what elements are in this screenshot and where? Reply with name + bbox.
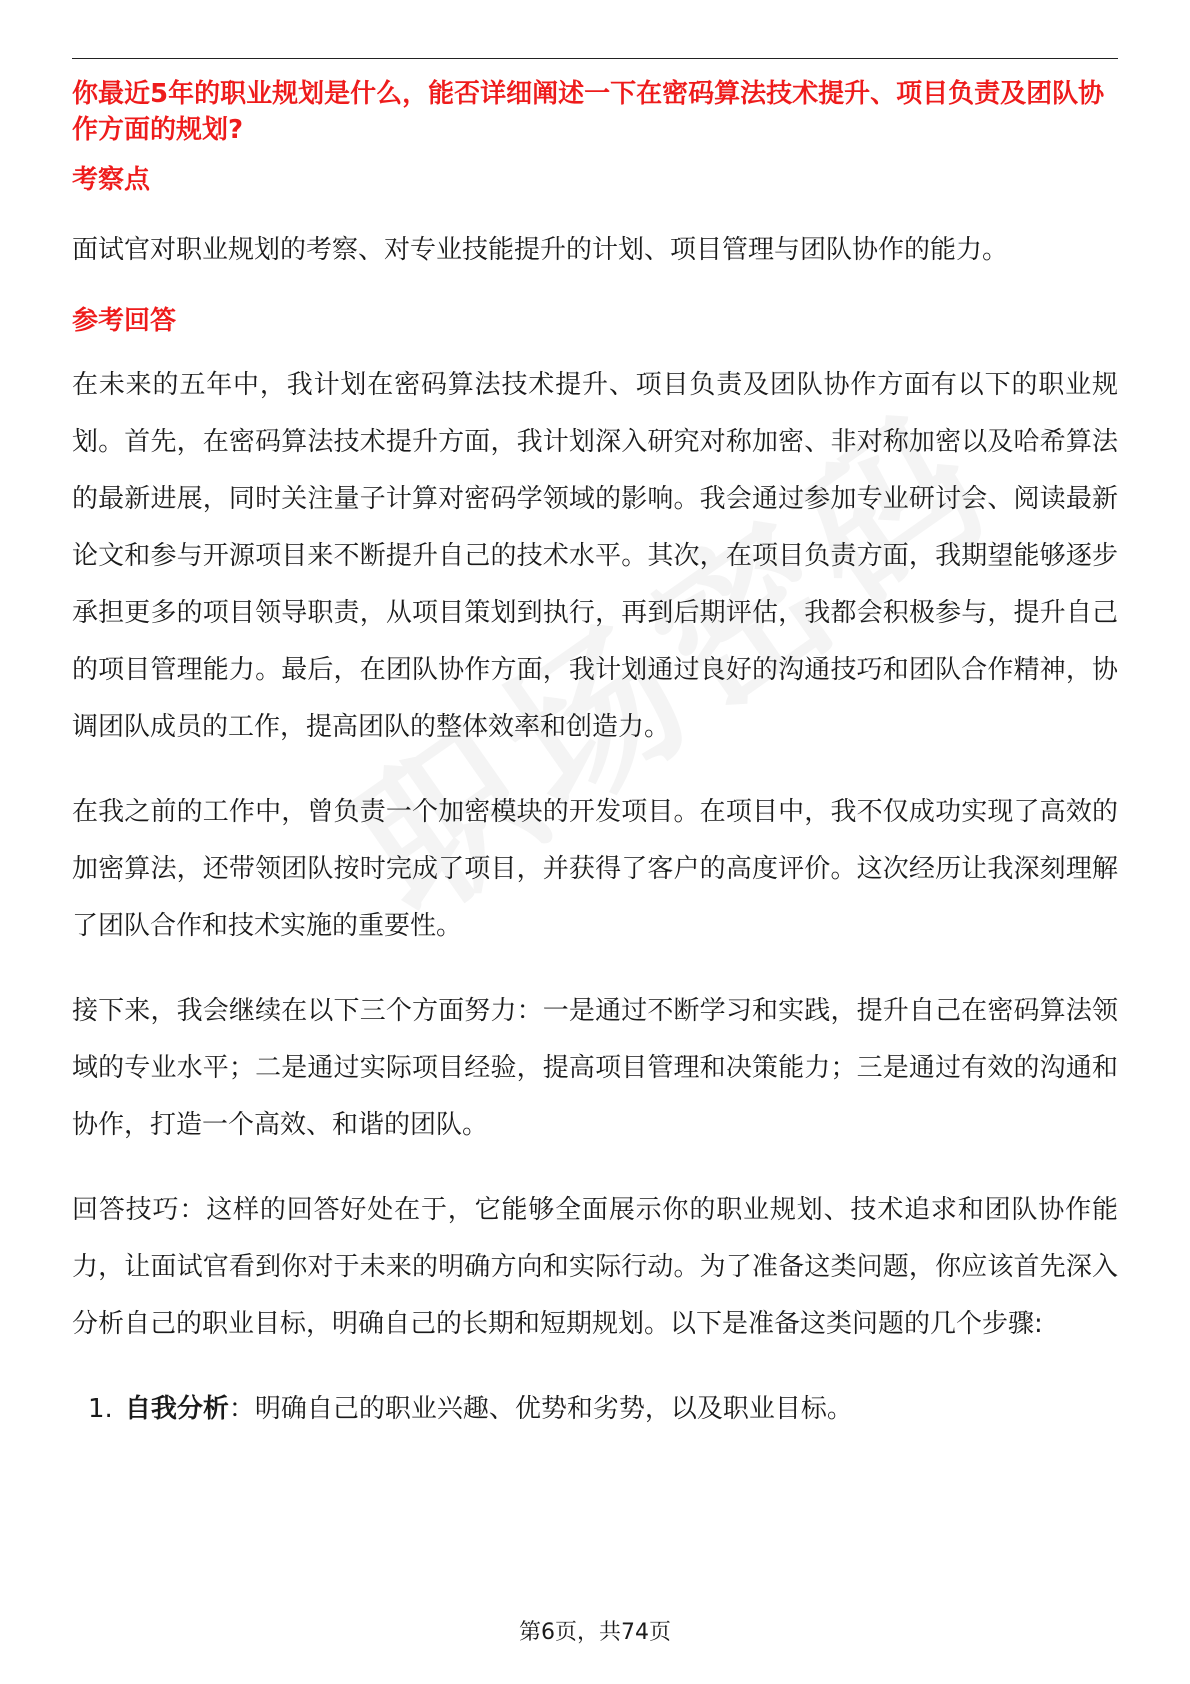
answer-paragraph-1: 在未来的五年中，我计划在密码算法技术提升、项目负责及团队协作方面有以下的职业规划。首先，在密码算法技术提升方面，我计划深入研究对称加密、非对称加密以及哈希算法的最新进展，同时关注量子计算对密码学领域的影响。我会通过参加专业研讨会、阅读最新论文和参与开源项目来不断提升自己的技术水平。其次，在项目负责方面，我期望能够逐步承担更多的项目领导职责，从项目策划到执行，再到后期评估，我都会积极参与，提升自己的项目管理能力。最后，在团队协作方面，我计划通过良好的沟通技巧和团队合作精神，协调团队成员的工作，提高团队的整体效率和创造力。 (72, 370, 1118, 742)
question-title: 你最近5年的职业规划是什么，能否详细阐述一下在密码算法技术提升、项目负责及团队协作方面的规划? (72, 79, 1105, 145)
step-title: 自我分析 (124, 1394, 229, 1424)
page-footer: 第6页，共74页 (519, 1620, 671, 1645)
answer-paragraph-3: 接下来，我会继续在以下三个方面努力：一是通过不断学习和实践，提升自己在密码算法领域的专业水平；二是通过实际项目经验，提高项目管理和决策能力；三是通过有效的沟通和协作，打造一个高效、和谐的团队。 (72, 996, 1118, 1140)
section-heading-cankao: 参考回答 (72, 306, 177, 336)
kaochadian-text: 面试官对职业规划的考察、对专业技能提升的计划、项目管理与团队协作的能力。 (72, 235, 1009, 265)
page-content (72, 76, 1118, 1438)
answer-tips-paragraph: 回答技巧：这样的回答好处在于，它能够全面展示你的职业规划、技术追求和团队协作能力，让面试官看到你对于未来的明确方向和实际行动。为了准备这类问题，你应该首先深入分析自己的职业目标，明确自己的长期和短期规划。以下是准备这类问题的几个步骤: (72, 1195, 1118, 1339)
answer-paragraph-2: 在我之前的工作中，曾负责一个加密模块的开发项目。在项目中，我不仅成功实现了高效的加密算法，还带领团队按时完成了项目，并获得了客户的高度评价。这次经历让我深刻理解了团队合作和技术实施的重要性。 (72, 797, 1118, 941)
list-item (72, 1381, 1118, 1438)
step-text: ：明确自己的职业兴趣、优势和劣势，以及职业目标。 (228, 1394, 853, 1424)
step-number: 1. (88, 1394, 113, 1424)
section-heading-kaochadian: 考察点 (72, 165, 151, 195)
top-rule (72, 58, 1118, 59)
steps-list (72, 1381, 1118, 1438)
